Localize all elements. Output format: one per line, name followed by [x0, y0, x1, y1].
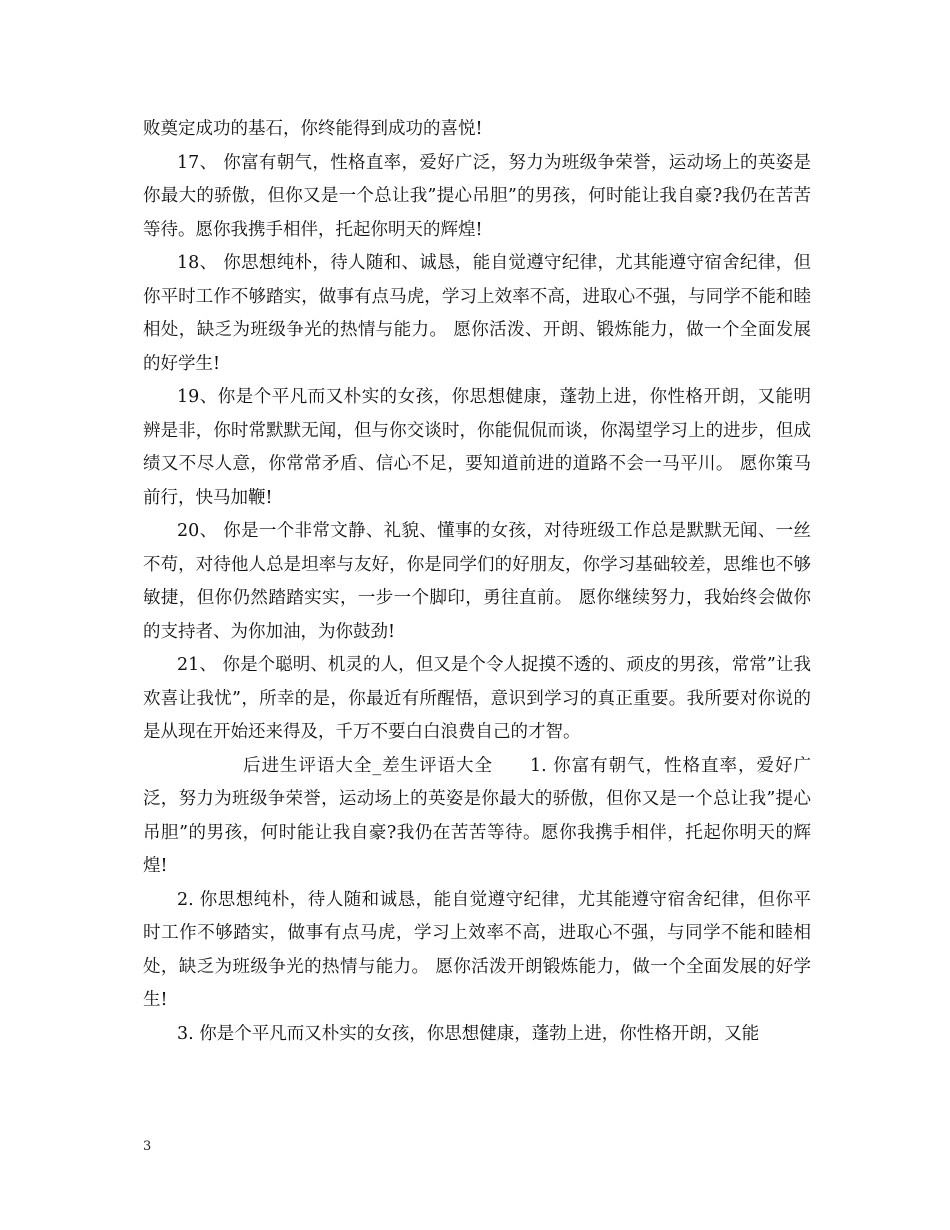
paragraph-comment-3: 3. 你是个平凡而又朴实的女孩，你思想健康，蓬勃上进，你性格开朗，又能 [177, 1023, 760, 1044]
document-body [143, 113, 811, 1051]
paragraph-comment-17: 17、 你富有朝气，性格直率，爱好广泛，努力为班级争荣誉，运动场上的英姿是你最大的骄傲，但你又是一个总让我”提心吊胆”的男孩，何时能让我自豪?我仍在苦苦等待。愿你我携手相伴，托起你明天的辉煌! [143, 152, 811, 240]
paragraph-comment-18: 18、 你思想纯朴，待人随和、诚恳，能自觉遵守纪律，尤其能遵守宿舍纪律，但你平时工作不够踏实，做事有点马虎，学习上效率不高，进取心不强，与同学不能和睦相处，缺乏为班级争光的热情与能力。 愿你活泼、开朗、锻炼能力，做一个全面发展的好学生! [143, 253, 811, 374]
paragraph-comment-2: 2. 你思想纯朴，待人随和诚恳，能自觉遵守纪律，尤其能遵守宿舍纪律，但你平时工作不够踏实，做事有点马虎，学习上效率不高，进取心不强，与同学不能和睦相处，缺乏为班级争光的热情与能力。 愿你活泼开朗锻炼能力，做一个全面发展的好学生! [143, 889, 811, 1010]
paragraph-comment-20: 20、 你是一个非常文静、礼貌、懂事的女孩，对待班级工作总是默默无闻、一丝不苟，对待他人总是坦率与友好，你是同学们的好朋友，你学习基础较差，思维也不够敏捷，但你仍然踏踏实实，一步一个脚印，勇往直前。 愿你继续努力，我始终会做你的支持者、为你加油，为你鼓劲! [143, 521, 811, 642]
paragraph-continuation: 败奠定成功的基石，你终能得到成功的喜悦! [143, 119, 483, 139]
page-number: 3 [143, 1139, 152, 1154]
paragraph-comment-19: 19、你是个平凡而又朴实的女孩，你思想健康，蓬勃上进，你性格开朗，又能明辨是非，你时常默默无闻，但与你交谈时，你能侃侃而谈，你渴望学习上的进步，但成绩又不尽人意，你常常矛盾、信心不足，要知道前进的道路不会一马平川。 愿你策马前行，快马加鞭! [143, 387, 811, 508]
paragraph-section-heading-comment-1: 后进生评语大全_差生评语大全 1. 你富有朝气，性格直率，爱好广泛，努力为班级争荣誉，运动场上的英姿是你最大的骄傲，但你又是一个总让我”提心吊胆”的男孩，何时能让我自豪?我仍在苦苦等待。愿你我携手相伴，托起你明天的辉煌! [143, 755, 811, 876]
paragraph-comment-21: 21、 你是个聪明、机灵的人，但又是个令人捉摸不透的、顽皮的男孩，常常”让我欢喜让我忧”，所幸的是，你最近有所醒悟，意识到学习的真正重要。我所要对你说的是从现在开始还来得及，千万不要白白浪费自己的才智。 [143, 655, 811, 742]
